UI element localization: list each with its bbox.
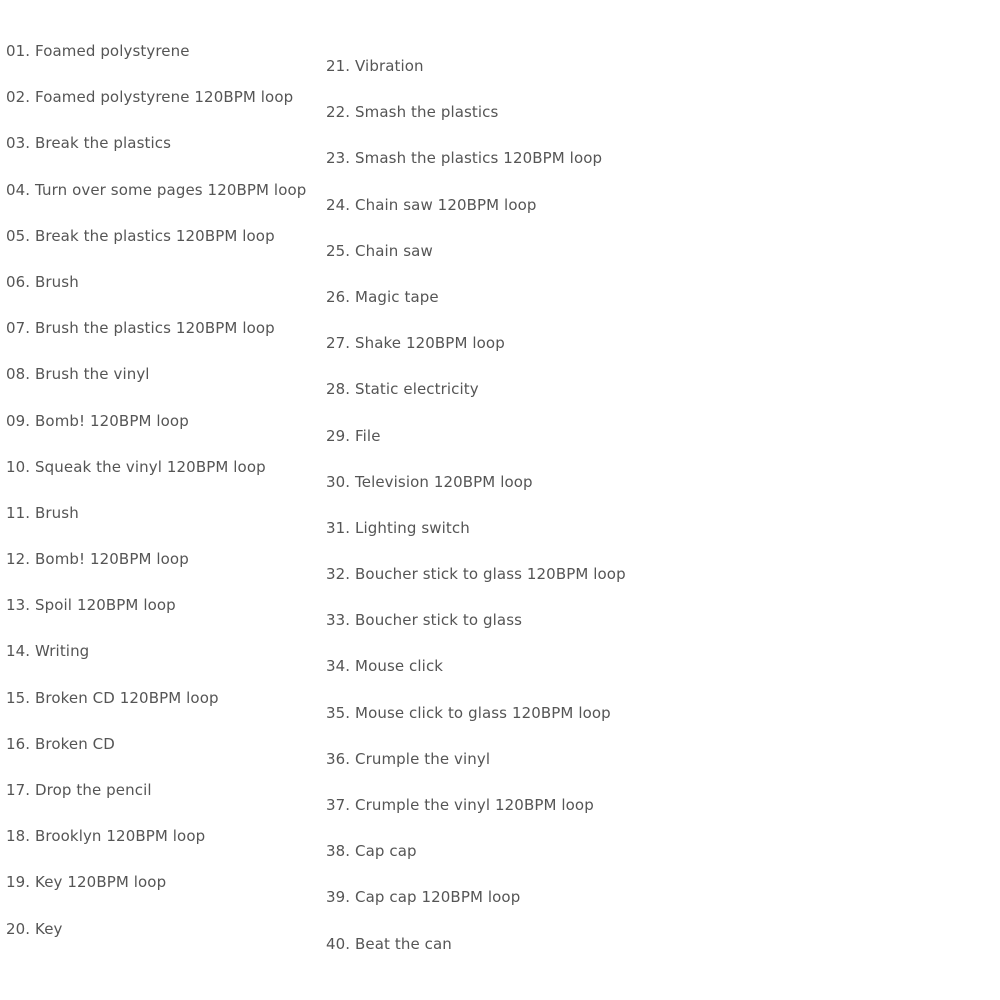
track-item: 27. Shake 120BPM loop	[326, 334, 505, 353]
track-item: 18. Brooklyn 120BPM loop	[6, 827, 206, 846]
track-item: 05. Break the plastics 120BPM loop	[6, 226, 275, 245]
track-item: 08. Brush the vinyl	[6, 365, 150, 384]
track-item: 26. Magic tape	[326, 287, 439, 306]
track-item: 14. Writing	[6, 642, 90, 661]
track-item: 09. Bomb! 120BPM loop	[6, 411, 189, 430]
track-item: 11. Brush	[6, 503, 79, 522]
track-item: 32. Boucher stick to glass 120BPM loop	[326, 565, 626, 584]
track-item: 40. Beat the can	[326, 934, 452, 953]
track-item: 13. Spoil 120BPM loop	[6, 596, 176, 615]
track-item: 20. Key	[6, 919, 63, 938]
track-item: 07. Brush the plastics 120BPM loop	[6, 319, 275, 338]
track-item: 28. Static electricity	[326, 380, 479, 399]
track-item: 33. Boucher stick to glass	[326, 611, 523, 630]
track-list-column-left	[6, 40, 306, 964]
track-item: 21. Vibration	[326, 57, 424, 75]
track-item: 37. Crumple the vinyl 120BPM loop	[326, 796, 594, 814]
track-item: 36. Crumple the vinyl	[326, 749, 491, 768]
track-item: 22. Smash the plastics	[326, 103, 499, 122]
track-item: 06. Brush	[6, 272, 79, 291]
track-item: 12. Bomb! 120BPM loop	[6, 550, 189, 569]
track-item: 19. Key 120BPM loop	[6, 873, 167, 892]
track-item: 34. Mouse click	[326, 657, 444, 676]
track-item: 39. Cap cap 120BPM loop	[326, 888, 521, 907]
track-item: 04. Turn over some pages 120BPM loop	[6, 180, 307, 199]
track-item: 02. Foamed polystyrene 120BPM loop	[6, 88, 294, 107]
track-list-column-right	[326, 55, 626, 979]
track-item: 15. Broken CD 120BPM loop	[6, 688, 219, 707]
track-item: 35. Mouse click to glass 120BPM loop	[326, 703, 611, 722]
track-item: 38. Cap cap	[326, 842, 417, 861]
track-item: 25. Chain saw	[326, 241, 433, 260]
track-item: 24. Chain saw 120BPM loop	[326, 195, 537, 214]
track-item: 30. Television 120BPM loop	[326, 472, 533, 491]
track-item: 16. Broken CD	[6, 734, 115, 753]
track-item: 01. Foamed polystyrene	[6, 42, 190, 60]
track-item: 31. Lighting switch	[326, 518, 470, 537]
track-item: 17. Drop the pencil	[6, 781, 152, 799]
track-item: 29. File	[326, 426, 381, 445]
track-item: 03. Break the plastics	[6, 134, 172, 153]
track-item: 23. Smash the plastics 120BPM loop	[326, 149, 603, 168]
track-item: 10. Squeak the vinyl 120BPM loop	[6, 457, 266, 476]
